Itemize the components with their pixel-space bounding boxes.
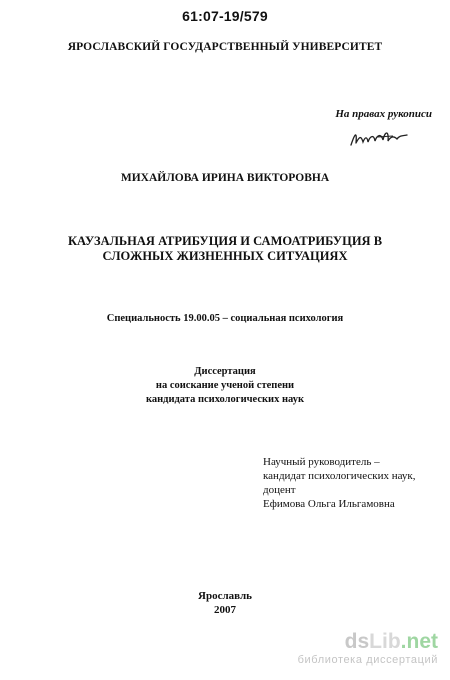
library-stamp-number: 61:07-19/579	[182, 8, 268, 24]
watermark-logo-net: .net	[400, 630, 438, 653]
year: 2007	[214, 604, 236, 616]
handwritten-signature	[347, 127, 411, 151]
supervisor-line-4: Ефимова Ольга Ильгамовна	[263, 498, 395, 510]
degree-line-1: Диссертация	[194, 366, 256, 377]
watermark-subtitle: библиотека диссертаций	[297, 654, 438, 666]
author-name: МИХАЙЛОВА ИРИНА ВИКТОРОВНА	[120, 172, 330, 184]
scientific-supervisor	[263, 455, 416, 511]
watermark-logo-ds: ds	[344, 630, 370, 653]
watermark-logo	[298, 631, 438, 653]
degree-line-3: кандидата психологических наук	[145, 394, 305, 405]
university-name: ЯРОСЛАВСКИЙ ГОСУДАРСТВЕННЫЙ УНИВЕРСИТЕТ	[67, 41, 383, 53]
title-line-1: КАУЗАЛЬНАЯ АТРИБУЦИЯ И САМОАТРИБУЦИЯ В	[67, 234, 383, 248]
dissertation-title	[60, 234, 390, 264]
supervisor-line-1: Научный руководитель –	[263, 456, 380, 468]
manuscript-rights-note: На правах рукописи	[335, 108, 432, 120]
degree-line-2: на соискание ученой степени	[155, 380, 295, 391]
place-and-year	[0, 589, 450, 617]
watermark-logo-lib: Lib	[369, 630, 401, 653]
supervisor-line-2: кандидат психологических наук,	[263, 470, 416, 482]
degree-statement	[0, 365, 450, 407]
dslib-watermark	[298, 631, 438, 667]
city: Ярославль	[198, 590, 252, 602]
specialty: Специальность 19.00.05 – социальная психология	[106, 313, 344, 324]
title-line-2: СЛОЖНЫХ ЖИЗНЕННЫХ СИТУАЦИЯХ	[102, 249, 348, 263]
supervisor-line-3: доцент	[263, 484, 296, 496]
